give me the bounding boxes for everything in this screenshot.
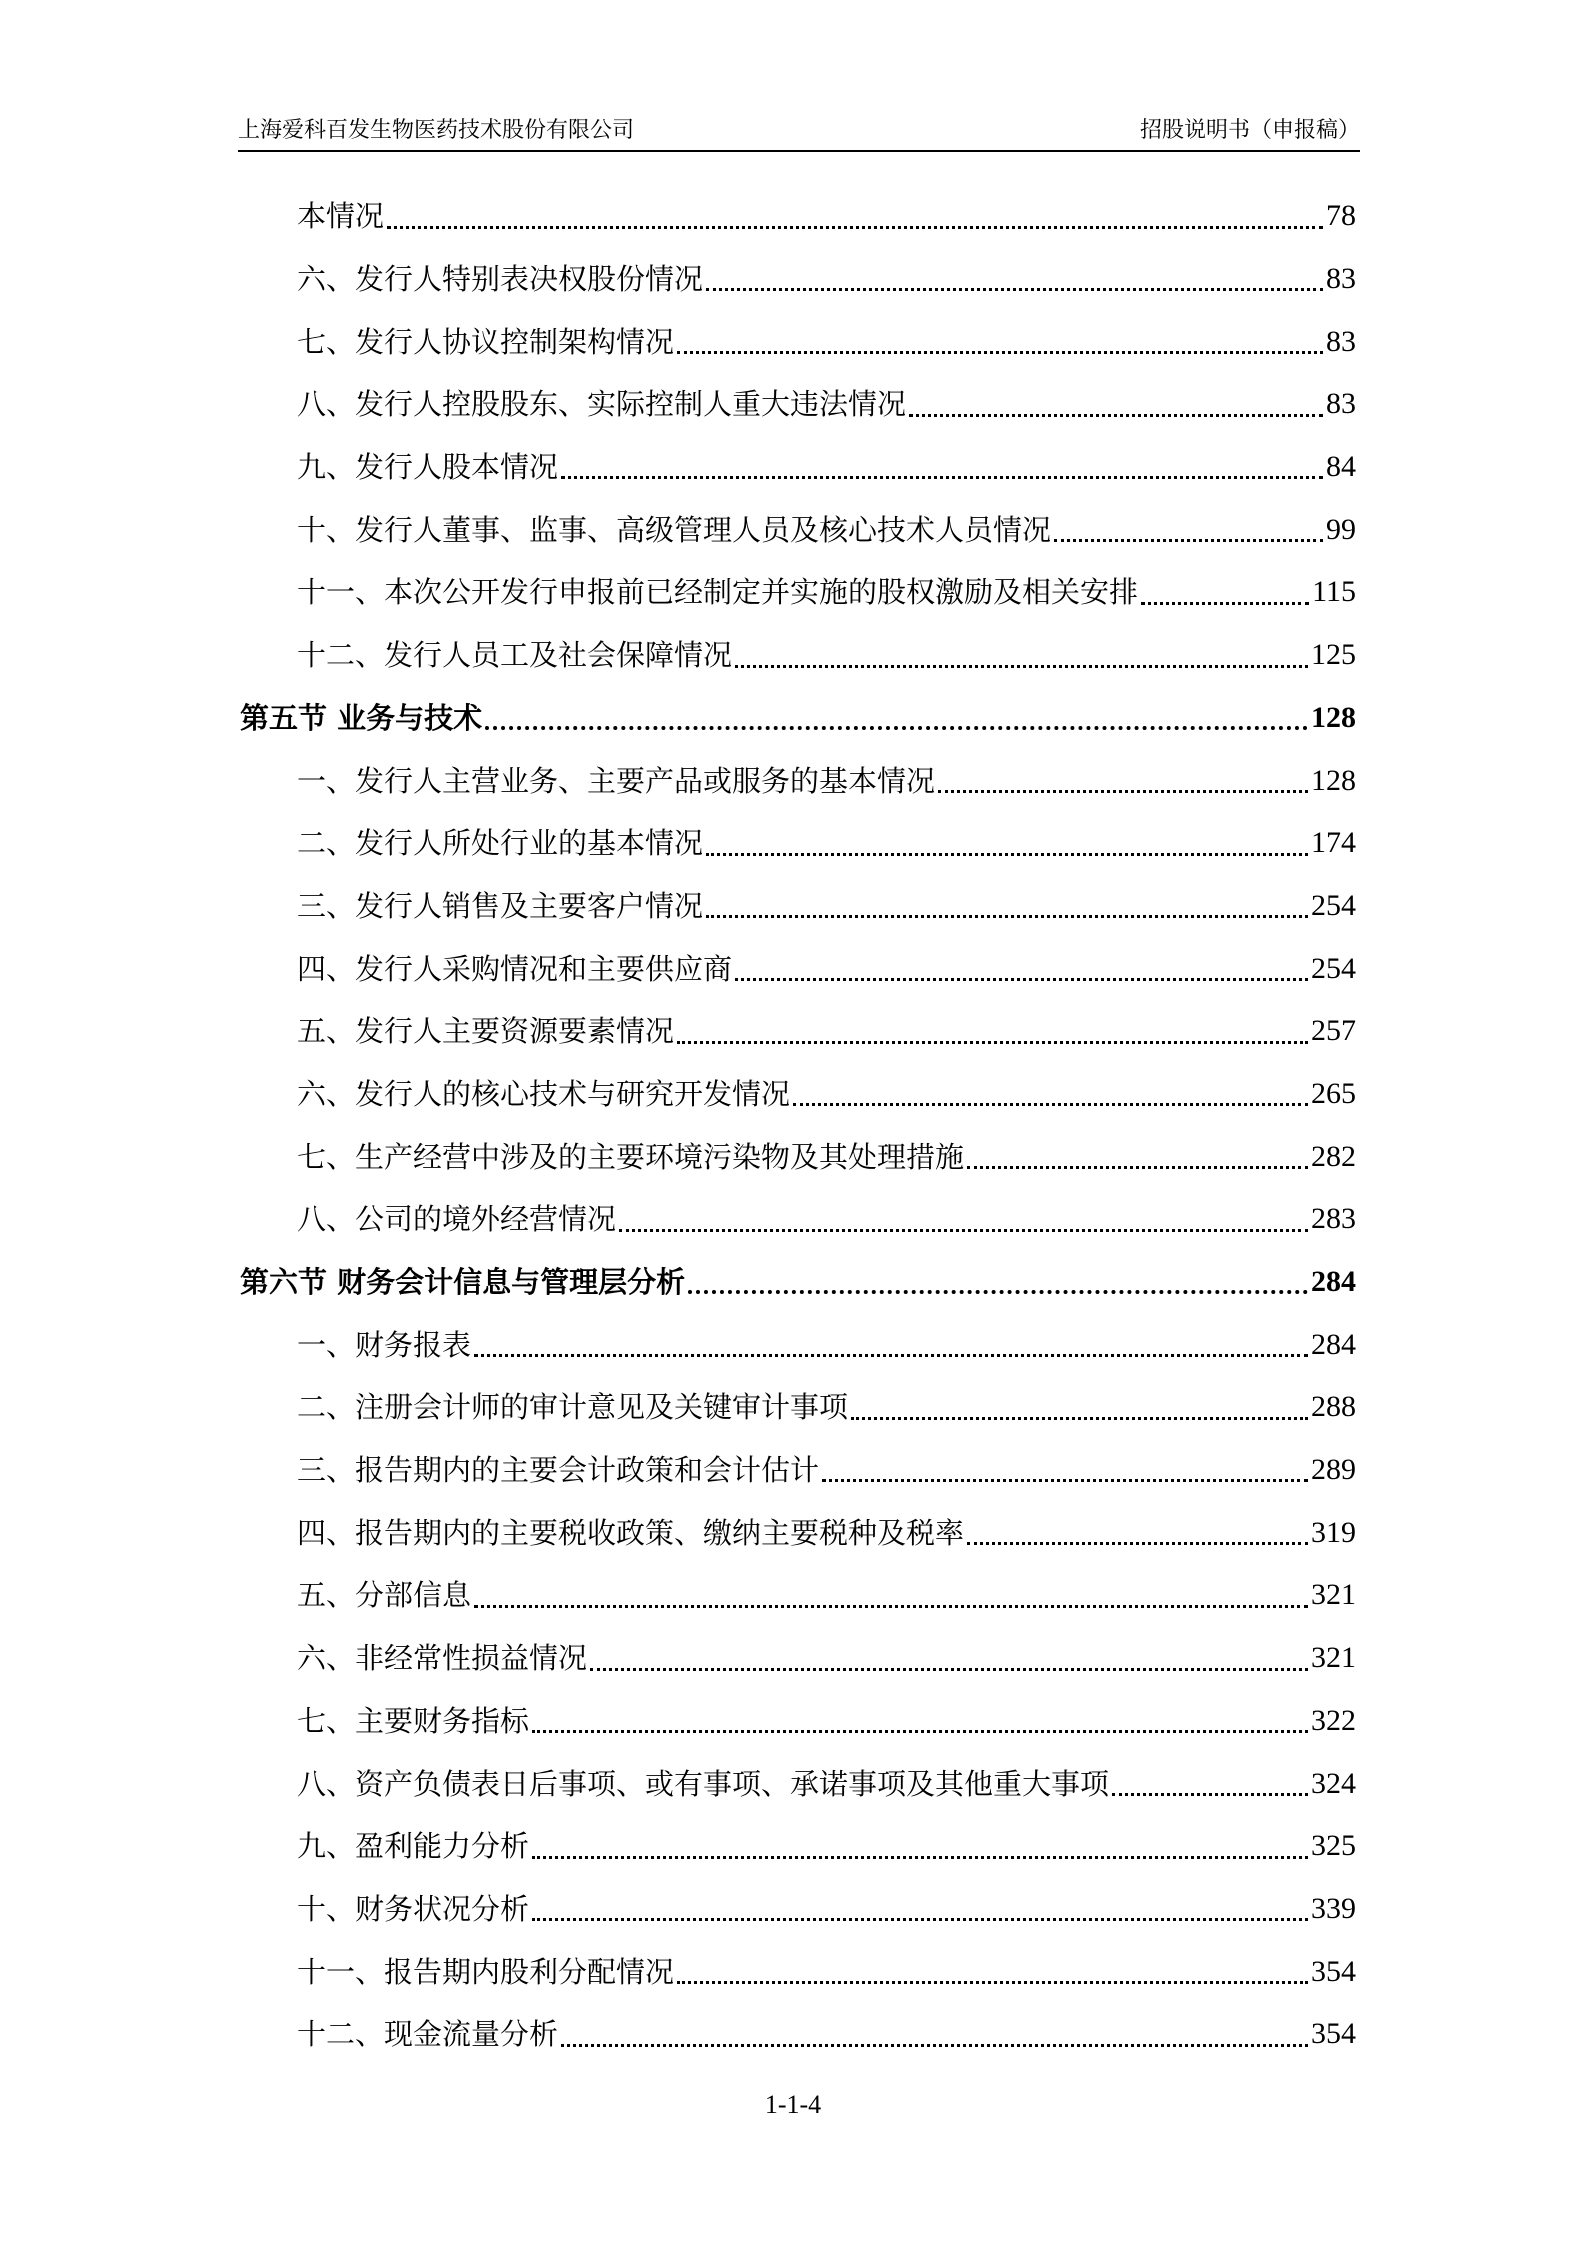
- toc-entry-page-number: 319: [1311, 1515, 1356, 1549]
- toc-entry-title: 三、发行人销售及主要客户情况: [297, 888, 704, 923]
- toc-dot-leader: [793, 1103, 1308, 1106]
- toc-entry[interactable]: [240, 1063, 1356, 1126]
- toc-entry-page-number: 354: [1311, 1954, 1356, 1988]
- toc-entry-title: 五、分部信息: [297, 1578, 472, 1613]
- toc-entry[interactable]: [240, 1752, 1356, 1815]
- toc-entry-page-number: 115: [1312, 575, 1356, 609]
- toc-dot-leader: [822, 1479, 1308, 1482]
- toc-entry-title: 第五节 业务与技术: [240, 700, 483, 735]
- toc-dot-leader: [532, 1856, 1308, 1859]
- toc-entry-title: 四、发行人采购情况和主要供应商: [297, 951, 733, 986]
- toc-entry-title: 八、资产负债表日后事项、或有事项、承诺事项及其他重大事项: [297, 1766, 1110, 1801]
- toc-entry[interactable]: [240, 1690, 1356, 1753]
- toc-dot-leader: [735, 665, 1308, 668]
- toc-dot-leader: [677, 1041, 1308, 1044]
- toc-entry[interactable]: [240, 1188, 1356, 1251]
- toc-entry-title: 九、盈利能力分析: [297, 1829, 530, 1864]
- toc-entry-page-number: 322: [1311, 1703, 1356, 1737]
- toc-dot-leader: [1054, 539, 1323, 542]
- toc-entry-title: 六、发行人的核心技术与研究开发情况: [297, 1076, 791, 1111]
- toc-dot-leader: [706, 853, 1308, 856]
- toc-entry-page-number: 284: [1311, 1265, 1356, 1299]
- toc-entry-page-number: 325: [1311, 1829, 1356, 1863]
- toc-entry[interactable]: [240, 1313, 1356, 1376]
- toc-entry-page-number: 84: [1326, 450, 1356, 484]
- toc-entry-page-number: 289: [1311, 1453, 1356, 1487]
- toc-entry-page-number: 321: [1311, 1578, 1356, 1612]
- toc-entry[interactable]: [240, 1376, 1356, 1439]
- toc-dot-leader: [735, 978, 1308, 981]
- toc-entry-page-number: 257: [1311, 1014, 1356, 1048]
- toc-entry[interactable]: [240, 875, 1356, 938]
- toc-dot-leader: [532, 1918, 1308, 1921]
- toc-dot-leader: [706, 288, 1323, 291]
- table-of-contents: [240, 185, 1356, 2066]
- toc-dot-leader: [387, 226, 1323, 229]
- toc-dot-leader: [967, 1542, 1308, 1545]
- toc-entry[interactable]: [240, 1878, 1356, 1941]
- toc-dot-leader: [1141, 602, 1309, 605]
- toc-section-entry[interactable]: [240, 687, 1356, 750]
- toc-entry-title: 十二、发行人员工及社会保障情况: [297, 638, 733, 673]
- toc-entry[interactable]: [240, 248, 1356, 311]
- toc-entry-title: 十、财务状况分析: [297, 1891, 530, 1926]
- toc-entry-page-number: 321: [1311, 1641, 1356, 1675]
- toc-entry-title: 第六节 财务会计信息与管理层分析: [240, 1265, 686, 1300]
- toc-entry[interactable]: [240, 1815, 1356, 1878]
- toc-entry-title: 一、发行人主营业务、主要产品或服务的基本情况: [297, 763, 936, 798]
- toc-entry-page-number: 125: [1311, 638, 1356, 672]
- toc-entry[interactable]: [240, 624, 1356, 687]
- toc-entry-page-number: 83: [1326, 262, 1356, 296]
- toc-entry-page-number: 174: [1311, 826, 1356, 860]
- toc-entry-title: 九、发行人股本情况: [297, 450, 559, 485]
- toc-dot-leader: [485, 726, 1308, 730]
- toc-dot-leader: [1112, 1793, 1308, 1796]
- toc-entry-page-number: 282: [1311, 1139, 1356, 1173]
- toc-entry-title: 八、公司的境外经营情况: [297, 1202, 617, 1237]
- toc-entry-page-number: 284: [1311, 1327, 1356, 1361]
- toc-section-entry[interactable]: [240, 1251, 1356, 1314]
- toc-entry[interactable]: [240, 1501, 1356, 1564]
- toc-dot-leader: [967, 1166, 1308, 1169]
- header-document-title: 招股说明书（申报稿）: [1139, 118, 1360, 143]
- toc-entry-page-number: 288: [1311, 1390, 1356, 1424]
- toc-entry-page-number: 283: [1311, 1202, 1356, 1236]
- toc-dot-leader: [677, 1981, 1308, 1984]
- toc-entry-page-number: 254: [1311, 951, 1356, 985]
- toc-entry[interactable]: [240, 1125, 1356, 1188]
- page-header: [238, 108, 1360, 152]
- toc-dot-leader: [590, 1668, 1308, 1671]
- toc-dot-leader: [851, 1417, 1308, 1420]
- toc-dot-leader: [677, 351, 1323, 354]
- toc-dot-leader: [706, 915, 1308, 918]
- toc-entry[interactable]: [240, 1940, 1356, 2003]
- toc-entry-title: 三、报告期内的主要会计政策和会计估计: [297, 1453, 820, 1488]
- toc-entry-title: 一、财务报表: [297, 1327, 472, 1362]
- toc-entry-title: 七、生产经营中涉及的主要环境污染物及其处理措施: [297, 1139, 965, 1174]
- toc-entry[interactable]: [240, 749, 1356, 812]
- toc-entry-page-number: 83: [1326, 324, 1356, 358]
- toc-entry[interactable]: [240, 2003, 1356, 2066]
- toc-entry[interactable]: [240, 310, 1356, 373]
- toc-entry[interactable]: [240, 937, 1356, 1000]
- toc-entry-title: 六、发行人特别表决权股份情况: [297, 262, 704, 297]
- toc-entry[interactable]: [240, 1564, 1356, 1627]
- toc-entry-page-number: 99: [1326, 512, 1356, 546]
- toc-entry-page-number: 78: [1326, 199, 1356, 233]
- toc-entry-page-number: 254: [1311, 888, 1356, 922]
- toc-entry-page-number: 354: [1311, 2017, 1356, 2051]
- toc-entry-title: 十二、现金流量分析: [297, 2017, 559, 2052]
- toc-entry-page-number: 265: [1311, 1076, 1356, 1110]
- toc-entry-page-number: 128: [1311, 763, 1356, 797]
- toc-entry-title: 二、发行人所处行业的基本情况: [297, 826, 704, 861]
- toc-entry[interactable]: [240, 436, 1356, 499]
- header-company-name: 上海爱科百发生物医药技术股份有限公司: [238, 118, 635, 143]
- toc-entry-title: 十一、报告期内股利分配情况: [297, 1954, 675, 1989]
- toc-entry-title: 七、发行人协议控制架构情况: [297, 324, 675, 359]
- toc-entry-title: 十、发行人董事、监事、高级管理人员及核心技术人员情况: [297, 512, 1052, 547]
- toc-entry-title: 四、报告期内的主要税收政策、缴纳主要税种及税率: [297, 1515, 965, 1550]
- toc-dot-leader: [561, 2044, 1308, 2047]
- toc-entry[interactable]: [240, 1000, 1356, 1063]
- toc-entry[interactable]: [240, 1439, 1356, 1502]
- toc-dot-leader: [532, 1730, 1308, 1733]
- toc-dot-leader: [474, 1354, 1308, 1357]
- toc-dot-leader: [619, 1229, 1308, 1232]
- toc-entry-page-number: 324: [1311, 1766, 1356, 1800]
- toc-entry-title: 八、发行人控股股东、实际控制人重大违法情况: [297, 387, 907, 422]
- toc-entry-title: 二、注册会计师的审计意见及关键审计事项: [297, 1390, 849, 1425]
- toc-entry[interactable]: [240, 185, 1356, 248]
- toc-entry[interactable]: [240, 498, 1356, 561]
- toc-entry[interactable]: [240, 561, 1356, 624]
- toc-entry-page-number: 339: [1311, 1891, 1356, 1925]
- toc-entry-title: 六、非经常性损益情况: [297, 1641, 588, 1676]
- toc-entry-title: 十一、本次公开发行申报前已经制定并实施的股权激励及相关安排: [297, 575, 1139, 610]
- toc-entry-page-number: 83: [1326, 387, 1356, 421]
- toc-entry[interactable]: [240, 373, 1356, 436]
- toc-dot-leader: [474, 1605, 1308, 1608]
- toc-entry[interactable]: [240, 1627, 1356, 1690]
- toc-entry-page-number: 128: [1311, 700, 1356, 734]
- toc-dot-leader: [561, 476, 1323, 479]
- toc-entry-title: 本情况: [297, 199, 385, 234]
- toc-entry-title: 五、发行人主要资源要素情况: [297, 1014, 675, 1049]
- toc-entry-title: 七、主要财务指标: [297, 1703, 530, 1738]
- toc-dot-leader: [688, 1290, 1308, 1294]
- page-number: 1-1-4: [764, 2090, 822, 2119]
- toc-entry[interactable]: [240, 812, 1356, 875]
- toc-dot-leader: [938, 790, 1308, 793]
- toc-dot-leader: [909, 414, 1323, 417]
